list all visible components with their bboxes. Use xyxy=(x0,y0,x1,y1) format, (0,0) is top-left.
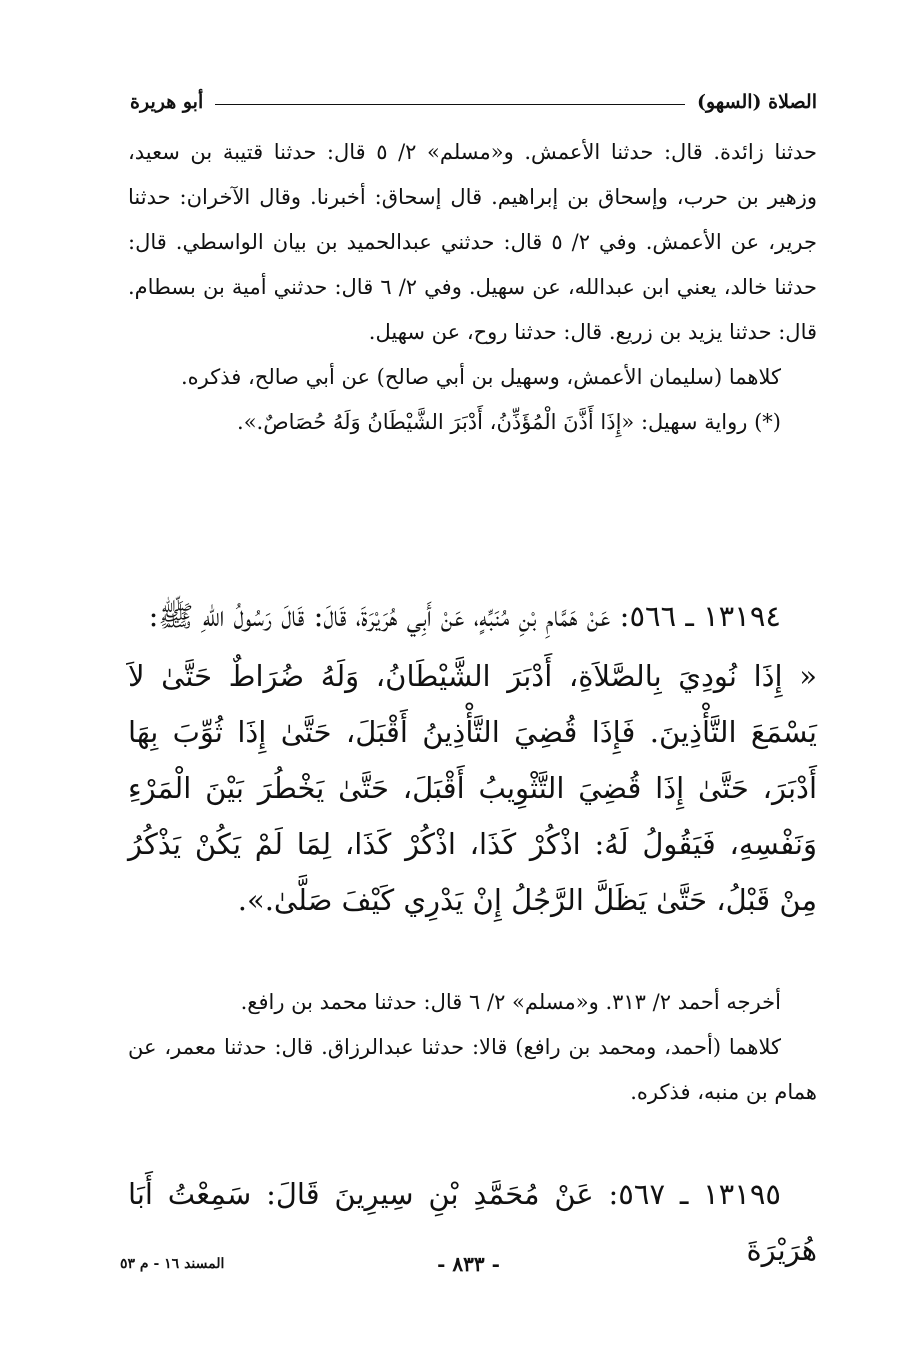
hadith-13194 xyxy=(128,588,817,928)
takhrij-paragraph: كلاهما (سليمان الأعمش، وسهيل بن أبي صالح) عن أبي صالح، فذكره. xyxy=(181,365,781,389)
takhrij-block-2 xyxy=(128,980,817,1115)
hadith-isnad: ١٣١٩٥ ـ ٥٦٧: عَنْ مُحَمَّدِ بْنِ سِيرِينَ قَالَ: سَمِعْتُ أَبَا هُرَيْرَةَ xyxy=(128,1177,817,1267)
running-header xyxy=(130,86,817,118)
signature-mark: المسند ١٦ - م ٥٣ xyxy=(120,1256,225,1272)
section-title: أبو هريرة xyxy=(130,91,204,113)
hadith-isnad: ١٣١٩٤ ـ ٥٦٦: عَنْ هَمَّامِ بْنِ مُنَبِّهٍ، عَنْ أَبِي هُرَيْرَةَ، قَالَ: قَالَ رَسُولُ اللهِ ﷺ: xyxy=(148,599,781,633)
header-rule xyxy=(215,104,685,105)
takhrij-block-1 xyxy=(128,130,817,445)
footnote-note: (*) رواية سهيل: «إِذَا أَذَّنَ الْمُؤَذِّنُ، أَدْبَرَ الشَّيْطَانُ وَلَهُ حُصَاصٌ.». xyxy=(237,410,781,434)
hadith-matn: « إِذَا نُودِيَ بِالصَّلاَةِ، أَدْبَرَ الشَّيْطَانُ، وَلَهُ ضُرَاطٌ حَتَّىٰ لاَ يَسْمَعَ التَّأْذِينَ. فَإِذَا قُضِيَ التَّأْذِينُ أَقْبَلَ، حَتَّىٰ إِذَا ثُوِّبَ بِهَا أَدْبَرَ، حَتَّىٰ إِذَا قُضِيَ التَّثْوِيبُ أَقْبَلَ، حَتَّىٰ يَخْطُرَ بَيْنَ الْمَرْءِ وَنَفْسِهِ، فَيَقُولُ لَهُ: اذْكُرْ كَذَا، اذْكُرْ كَذَا، لِمَا لَمْ يَكُنْ يَذْكُرُ مِنْ قَبْلُ، حَتَّىٰ يَظَلَّ الرَّجُلُ إِنْ يَدْرِي كَيْفَ صَلَّىٰ.». xyxy=(128,659,817,917)
takhrij-paragraph: كلاهما (أحمد، ومحمد بن رافع) قالا: حدثنا عبدالرزاق. قال: حدثنا معمر، عن همام بن منبه، فذكره. xyxy=(128,1035,817,1104)
page-number: - ٨٣٣ - xyxy=(437,1252,500,1276)
page-footer xyxy=(120,1252,817,1282)
takhrij-paragraph: أخرجه أحمد ٢/ ٣١٣. و«مسلم» ٢/ ٦ قال: حدثنا محمد بن رافع. xyxy=(240,990,781,1014)
takhrij-paragraph: حدثنا زائدة. قال: حدثنا الأعمش. و«مسلم» ٢/ ٥ قال: حدثنا قتيبة بن سعيد، وزهير بن حرب، وإسحاق بن إبراهيم. قال إسحاق: أخبرنا. وقال الآخران: حدثنا جرير، عن الأعمش. وفي ٢/ ٥ قال: حدثني عبدالحميد بن بيان الواسطي. قال: حدثنا خالد، يعني ابن عبدالله، عن سهيل. وفي ٢/ ٦ قال: حدثني أمية بن بسطام. قال: حدثنا يزيد بن زريع. قال: حدثنا روح، عن سهيل. xyxy=(128,140,817,344)
chapter-title: الصلاة (السهو) xyxy=(696,91,817,113)
